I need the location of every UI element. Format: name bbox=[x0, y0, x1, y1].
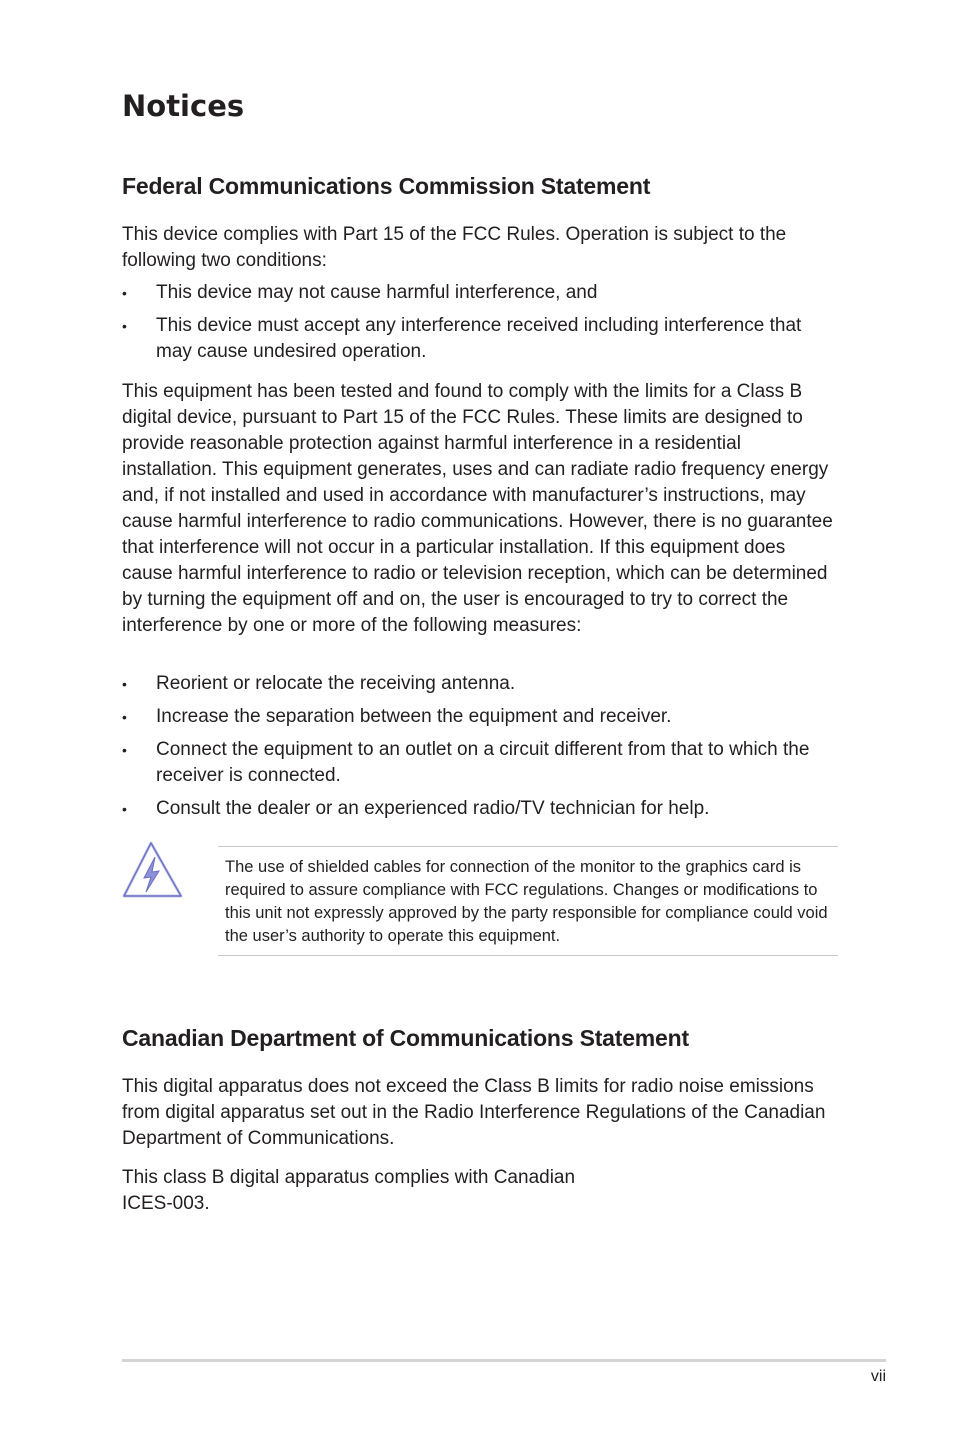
list-item bbox=[122, 704, 842, 730]
canada-para-1: This digital apparatus does not exceed the Class B limits for radio noise emissions from digital apparatus set out in the Radio Interference Regulations of the Canadian Department of Communications. bbox=[122, 1076, 826, 1149]
canada-heading: Canadian Department of Communications Statement bbox=[122, 1025, 689, 1051]
footer-divider bbox=[122, 1359, 886, 1362]
list-item bbox=[122, 671, 842, 697]
warning-lightning-icon bbox=[122, 840, 184, 900]
page-title: Notices bbox=[122, 89, 245, 123]
bullet-icon: • bbox=[122, 709, 127, 725]
canada-para-2-line-2: ICES-003. bbox=[122, 1193, 210, 1214]
warning-note-box bbox=[218, 846, 838, 956]
measure-text: Consult the dealer or an experienced radio/TV technician for help. bbox=[156, 798, 710, 819]
bullet-icon: • bbox=[122, 742, 127, 758]
list-item bbox=[122, 280, 842, 306]
fcc-heading: Federal Communications Commission Statement bbox=[122, 173, 651, 199]
fcc-body: This equipment has been tested and found to comply with the limits for a Class B digital device, pursuant to Part 15 of the FCC Rules. These limits are designed to provide reasonable protection against harmful interference in a residential installation. This equipment generates, uses and can radiate radio frequency energy and, if not installed and used in accordance with manufacturer’s instructions, may cause harmful interference to radio communications. However, there is no guarantee that interference will not occur in a particular installation. If this equipment does cause harmful interference to radio or television reception, which can be determined by turning the equipment off and on, the user is encouraged to try to correct the interference by one or more of the following measures: bbox=[122, 381, 833, 636]
canada-para-2 bbox=[122, 1165, 842, 1217]
warning-note-text: The use of shielded cables for connection of the monitor to the graphics card is required to assure compliance with FCC regulations. Changes or modifications to this unit not expressly approved by the party responsible for compliance could void the user’s authority to operate this equipment. bbox=[225, 858, 828, 945]
fcc-conditions-list bbox=[122, 280, 842, 372]
canada-para-2-line-1: This class B digital apparatus complies with Canadian bbox=[122, 1167, 576, 1188]
measure-text: Connect the equipment to an outlet on a circuit different from that to which the receiver is connected. bbox=[156, 739, 810, 786]
condition-text: This device may not cause harmful interference, and bbox=[156, 282, 598, 303]
bullet-icon: • bbox=[122, 318, 127, 334]
list-item bbox=[122, 796, 842, 822]
bullet-icon: • bbox=[122, 285, 127, 301]
measure-text: Increase the separation between the equipment and receiver. bbox=[156, 706, 672, 727]
condition-text: This device must accept any interference received including interference that may cause undesired operation. bbox=[156, 315, 802, 362]
bullet-icon: • bbox=[122, 676, 127, 692]
measure-text: Reorient or relocate the receiving antenna. bbox=[156, 673, 516, 694]
page-number: vii bbox=[870, 1368, 886, 1385]
fcc-measures-list bbox=[122, 671, 842, 829]
fcc-intro: This device complies with Part 15 of the FCC Rules. Operation is subject to the following two conditions: bbox=[122, 224, 787, 271]
list-item bbox=[122, 313, 842, 365]
bullet-icon: • bbox=[122, 801, 127, 817]
list-item bbox=[122, 737, 842, 789]
